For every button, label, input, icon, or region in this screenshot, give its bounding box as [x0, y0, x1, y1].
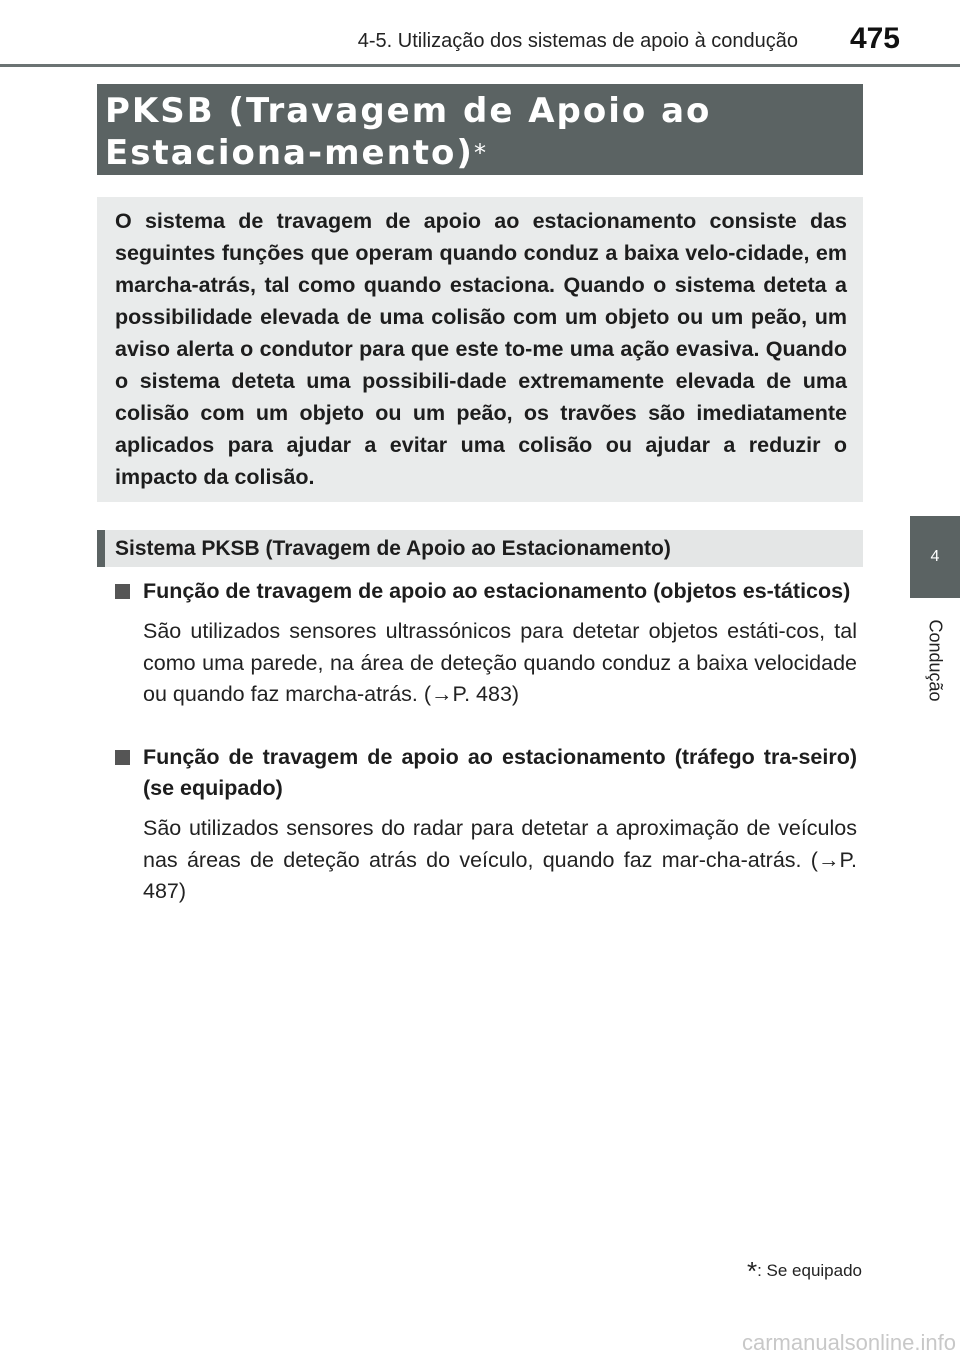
square-bullet-icon	[115, 584, 130, 599]
item-title-text: Função de travagem de apoio ao estacionamento (tráfego tra-seiro) (se equipado)	[143, 745, 857, 800]
list-item	[113, 742, 857, 908]
title-footnote-marker: *	[473, 139, 488, 167]
header-divider	[0, 64, 960, 67]
intro-text: O sistema de travagem de apoio ao estacionamento consiste das seguintes funções que operam quando conduz a baixa velo-cidade, em marcha-atrás, tal como quando estaciona. Quando o sistema deteta a possibilidade elevada de uma colisão com um objeto ou um peão, um aviso alerta o condutor para que este to-me uma ação evasiva. Quando o sistema deteta uma possibili-dade extremamente elevada de uma colisão com um objeto ou um peão, os travões são imediatamente aplicados para ajudar a evitar uma colisão ou ajudar a reduzir o impacto da colisão.	[115, 209, 847, 489]
page-number: 475	[849, 22, 900, 55]
chapter-tab-label	[910, 608, 960, 712]
running-header-section: 4-5. Utilização dos sistemas de apoio à condução	[357, 30, 798, 52]
item-body: São utilizados sensores ultrassónicos para detetar objetos estáti-cos, tal como uma parede, na área de deteção quando conduz a baixa velocidade ou quando faz marcha-atrás. (→P. 483)	[143, 619, 857, 706]
watermark: carmanualsonline.info	[741, 1330, 956, 1355]
footnote-text: : Se equipado	[757, 1261, 862, 1280]
section-heading: Sistema PKSB (Travagem de Apoio ao Estacionamento)	[97, 530, 863, 567]
footnote-marker: *	[746, 1256, 758, 1286]
page-title-bar	[97, 84, 863, 175]
item-body: São utilizados sensores do radar para detetar a aproximação de veículos nas áreas de deteção atrás do veículo, quando faz mar-cha-atrás. (→P. 487)	[143, 816, 857, 903]
item-title	[113, 742, 857, 804]
square-bullet-icon	[115, 750, 130, 765]
chapter-tab-label-text: Condução	[925, 618, 946, 702]
item-title-text: Função de travagem de apoio ao estacionamento (objetos es-táticos)	[143, 579, 851, 603]
footnote	[600, 1256, 862, 1287]
page-title-text: PKSB (Travagem de Apoio ao Estaciona-mento)	[105, 91, 712, 173]
list-item	[113, 576, 857, 711]
item-title	[113, 576, 857, 607]
chapter-tab-number: 4	[910, 516, 960, 598]
intro-box	[97, 197, 863, 502]
page-title	[105, 90, 855, 174]
